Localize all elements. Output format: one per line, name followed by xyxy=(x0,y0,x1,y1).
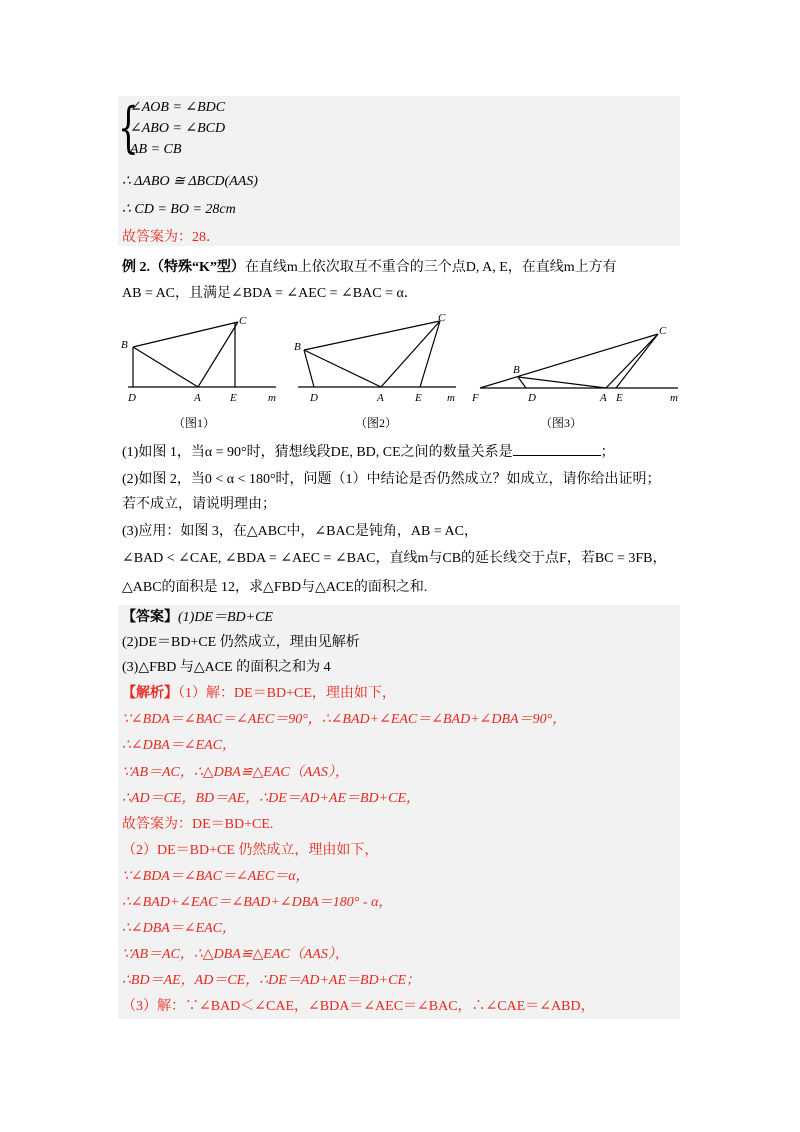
question-3-line-1: (3)应用：如图 3，在△ABC中，∠BAC是钝角，AB = AC， xyxy=(122,524,478,539)
fig3-label-f: F xyxy=(472,392,479,404)
fig1-label-m: m xyxy=(268,392,276,404)
analysis-line-10: ∵AB＝AC，∴△DBA≌△EAC（AAS）， xyxy=(122,947,349,962)
fig2-label-e: E xyxy=(415,392,422,404)
fig2-ce xyxy=(420,321,440,387)
analysis-label: 【解析】 xyxy=(122,686,178,701)
figure-2 xyxy=(298,321,456,387)
question-1-end: ； xyxy=(600,445,615,460)
congruence-line: ∴ ΔABO ≅ ΔBCD(AAS) xyxy=(122,174,258,189)
fig3-label-e: E xyxy=(616,392,623,404)
analysis-line-12: （3）解：∵∠BAD＜∠CAE，∠BDA＝∠AEC＝∠BAC，∴∠CAE＝∠ABD， xyxy=(122,999,595,1014)
answer-blank[interactable] xyxy=(513,441,601,456)
fig2-bd xyxy=(304,350,314,387)
answer-1: (1)DE＝BD+CE xyxy=(178,610,273,625)
analysis-line-4: ∴AD＝CE，BD＝AE，∴DE＝AD+AE＝BD+CE， xyxy=(122,791,421,806)
fig3-ba xyxy=(518,377,606,388)
analysis-line-0 xyxy=(122,684,396,704)
fig3-bd xyxy=(518,377,526,388)
analysis-text-0: （1）解：DE＝BD+CE，理由如下， xyxy=(178,686,396,701)
figure-1 xyxy=(128,322,276,387)
answer-label: 【答案】 xyxy=(122,610,178,625)
fig3-label-b: B xyxy=(513,364,520,376)
example-line-2: AB = AC，且满足∠BDA = ∠AEC = ∠BAC = α． xyxy=(122,286,418,301)
fig3-label-d: D xyxy=(528,392,536,404)
analysis-line-7: ∵∠BDA＝∠BAC＝∠AEC＝α， xyxy=(122,869,310,884)
analysis-line-5: 故答案为：DE＝BD+CE. xyxy=(122,817,274,832)
figure-2-caption: （图2） xyxy=(355,416,398,430)
figure-1-caption: （图1） xyxy=(173,416,216,430)
question-2-line-1: (2)如图 2，当0 < α < 180°时，问题（1）中结论是否仍然成立？如成立，请你给出证明； xyxy=(122,472,661,487)
question-2-line-2: 若不成立，请说明理由； xyxy=(122,497,276,512)
analysis-line-8: ∴∠BAD+∠EAC＝∠BAD+∠DBA＝180° - α， xyxy=(122,895,393,910)
fig1-label-d: D xyxy=(128,392,136,404)
analysis-line-1: ∵∠BDA＝∠BAC＝∠AEC＝90°，∴∠BAD+∠EAC＝∠BAD+∠DBA＝90°， xyxy=(122,712,567,727)
fig2-label-d: D xyxy=(310,392,318,404)
fig1-ba xyxy=(133,347,198,387)
question-3-line-2: ∠BAD < ∠CAE, ∠BDA = ∠AEC = ∠BAC，直线m与CB的延长线交于点F，若BC = 3FB， xyxy=(122,551,667,566)
analysis-line-3: ∵AB＝AC，∴△DBA≌△EAC（AAS）， xyxy=(122,765,349,780)
fig3-label-a: A xyxy=(600,392,607,404)
fig3-label-m: m xyxy=(670,392,678,404)
analysis-line-6: （2）DE＝BD+CE 仍然成立，理由如下， xyxy=(122,843,379,858)
question-1 xyxy=(122,441,615,463)
figures-svg xyxy=(118,312,688,408)
fig2-label-c: C xyxy=(438,312,446,324)
figure-3 xyxy=(480,334,678,388)
fig1-bc xyxy=(133,322,238,347)
fig1-ac xyxy=(198,322,238,387)
answer-28: 故答案为：28． xyxy=(122,230,220,245)
analysis-line-2: ∴∠DBA＝∠EAC， xyxy=(122,738,237,753)
fig2-label-b: B xyxy=(294,341,301,353)
system-brace: { xyxy=(118,96,139,159)
analysis-line-9: ∴∠DBA＝∠EAC， xyxy=(122,921,237,936)
figure-3-caption: （图3） xyxy=(540,416,583,430)
fig1-label-b: B xyxy=(121,339,128,351)
fig3-ce xyxy=(616,334,658,388)
question-3-line-3: △ABC的面积是 12，求△FBD与△ACE的面积之和. xyxy=(122,580,428,595)
answer-2: (2)DE＝BD+CE 仍然成立，理由见解析 xyxy=(122,635,360,650)
question-1-text: (1)如图 1，当α = 90°时，猜想线段DE, BD, CE之间的数量关系是 xyxy=(122,445,513,460)
fig2-label-a: A xyxy=(377,392,384,404)
fig2-ba xyxy=(304,350,381,387)
answer-line-1 xyxy=(122,608,273,628)
fig1-label-e: E xyxy=(230,392,237,404)
fig2-bc xyxy=(304,321,440,350)
fig2-ac xyxy=(381,321,440,387)
example-text-1: 在直线m上依次取互不重合的三个点D, A, E，在直线m上方有 xyxy=(244,260,617,275)
fig3-label-c: C xyxy=(659,325,667,337)
fig1-label-a: A xyxy=(194,392,201,404)
answer-3: (3)△FBD 与△ACE 的面积之和为 4 xyxy=(122,660,331,675)
system-line-2: ∠ABO = ∠BCD xyxy=(130,121,226,136)
example-label: 例 2.（特殊“K”型） xyxy=(122,260,245,275)
system-line-1: ∠AOB = ∠BDC xyxy=(130,100,226,115)
fig1-label-c: C xyxy=(239,315,247,327)
fig2-label-m: m xyxy=(447,392,455,404)
cd-equals-line: ∴ CD = BO = 28cm xyxy=(122,202,236,217)
analysis-line-11: ∴BD＝AE，AD＝CE，∴DE＝AD+AE＝BD+CE； xyxy=(122,973,421,988)
system-line-3: AB = CB xyxy=(130,142,182,157)
example-line-1 xyxy=(122,258,617,278)
